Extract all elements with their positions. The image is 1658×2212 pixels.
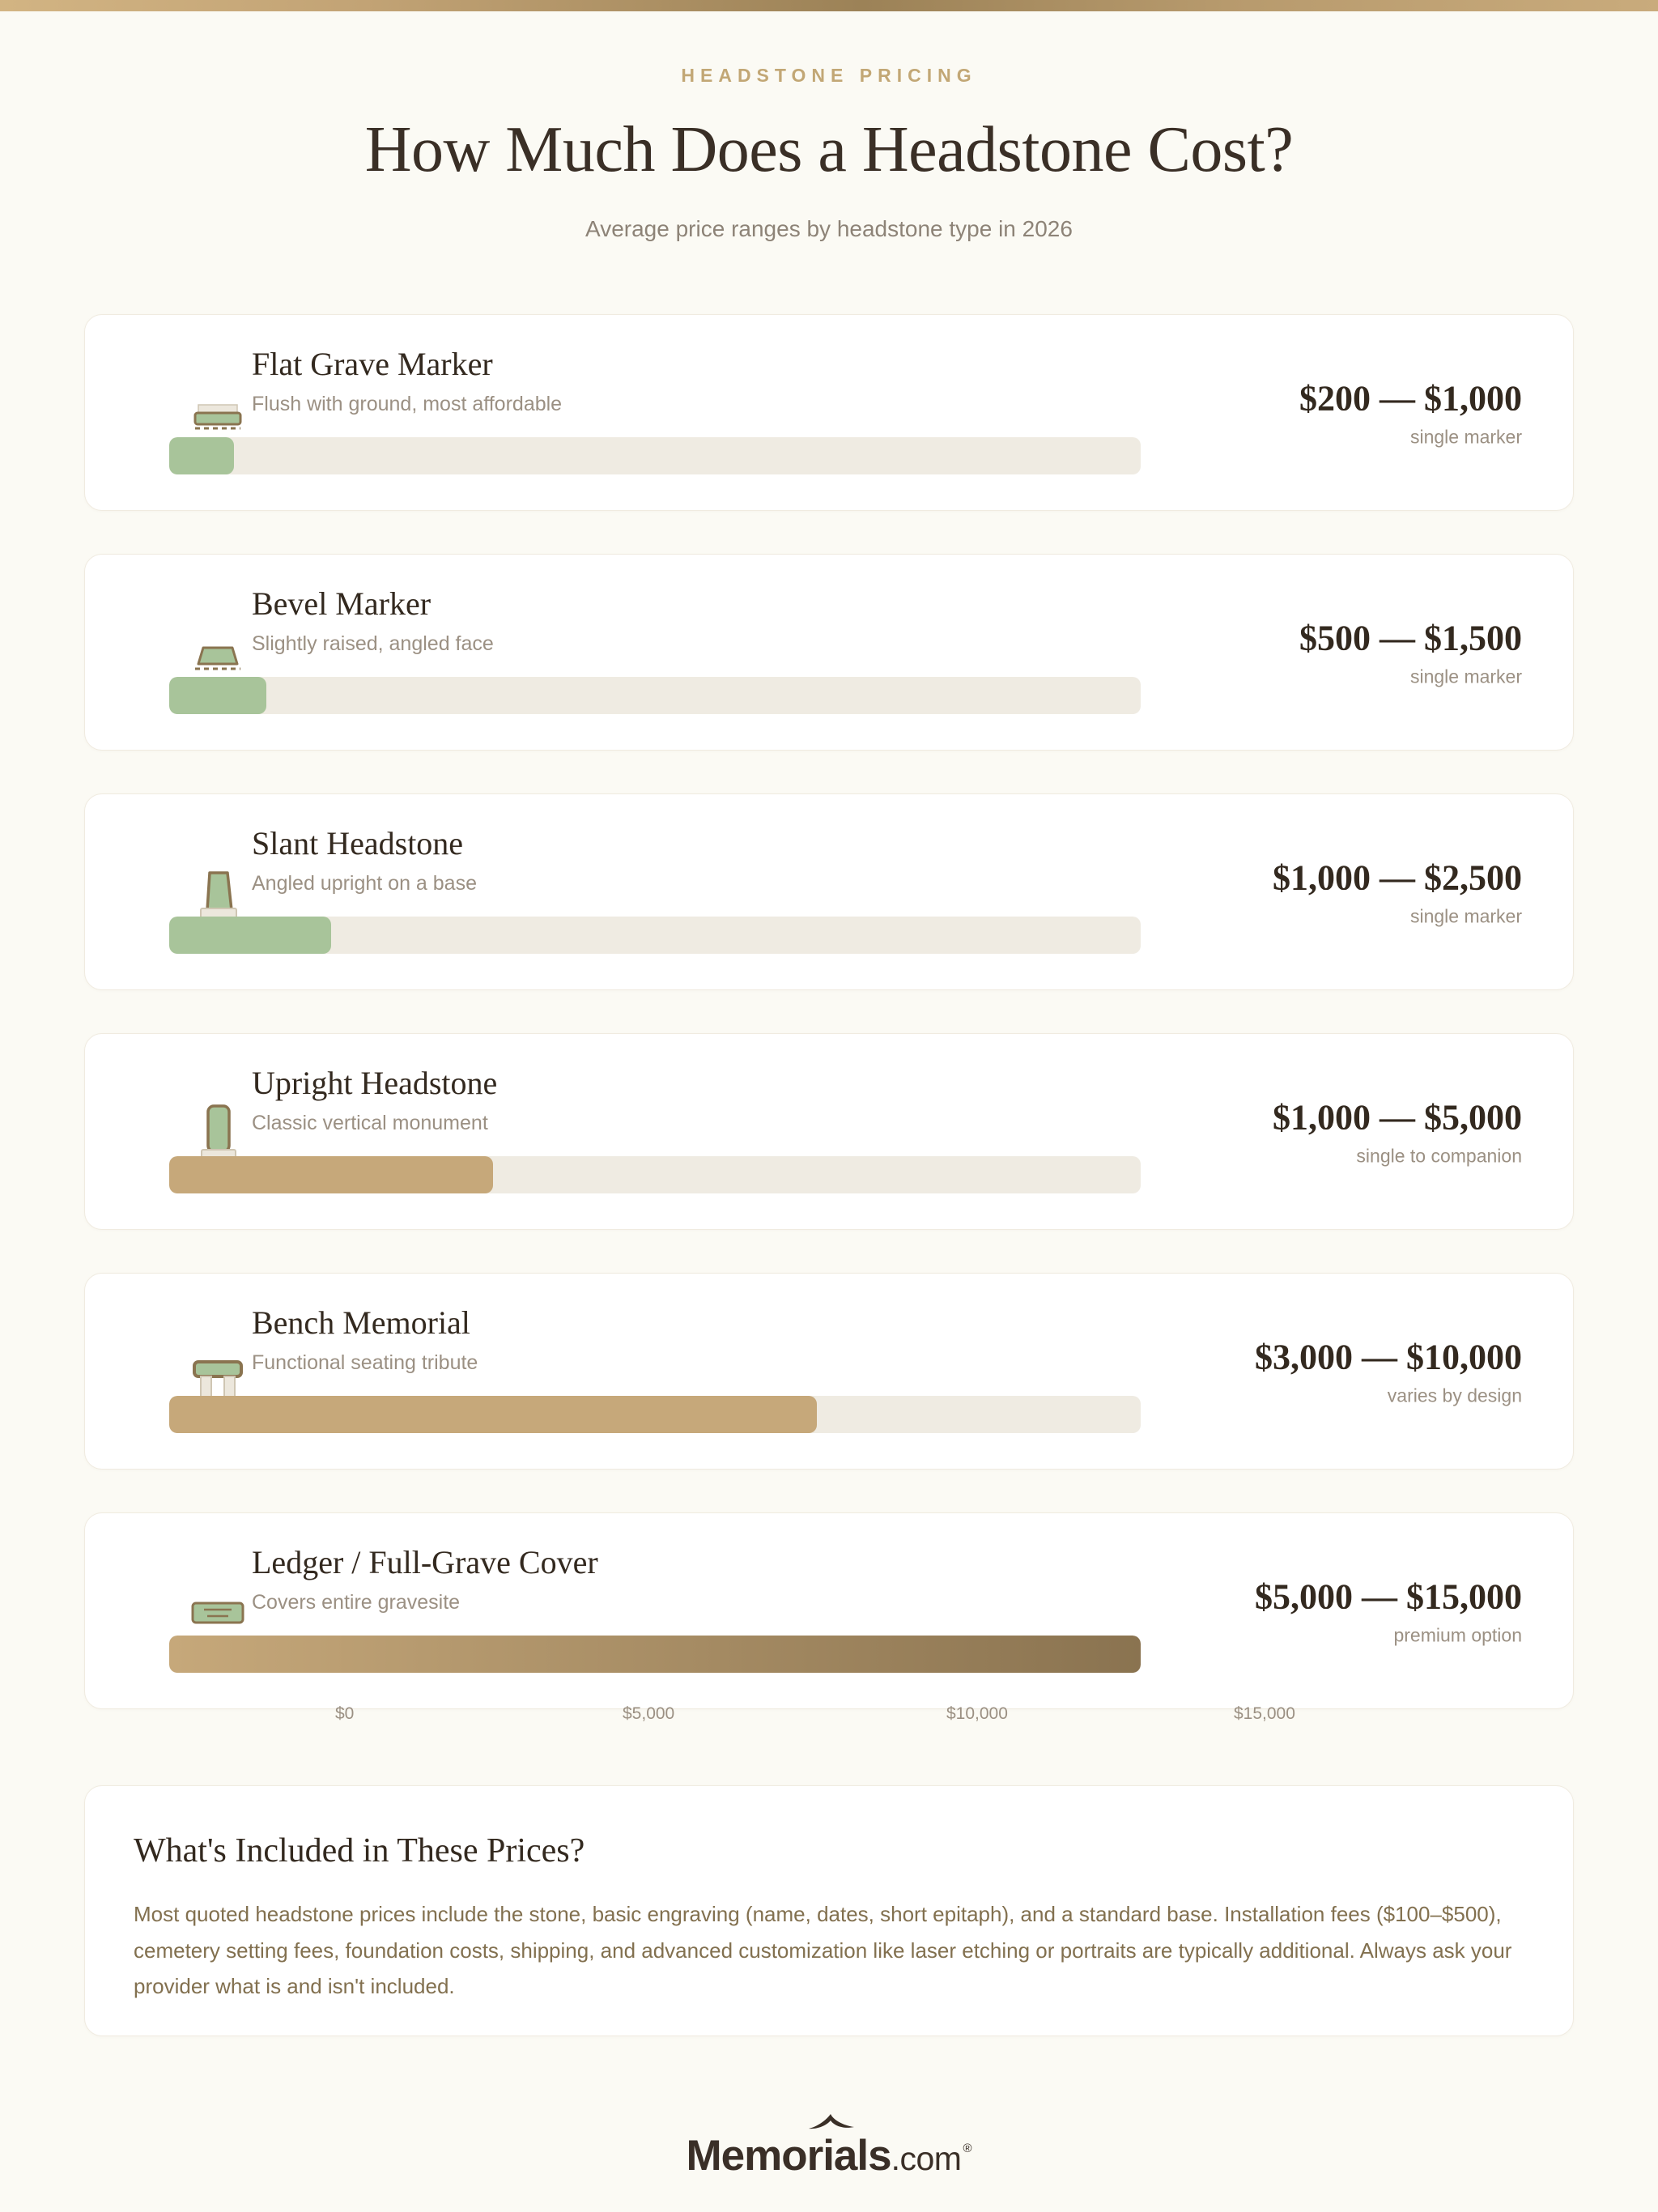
card-title: Flat Grave Marker bbox=[252, 346, 493, 382]
price-bar-fill bbox=[169, 677, 266, 714]
card-price-block bbox=[1117, 1096, 1522, 1167]
card-price-block bbox=[1117, 617, 1522, 687]
price-range: $500 — $1,500 bbox=[1299, 618, 1522, 657]
note-title: What's Included in These Prices? bbox=[134, 1832, 585, 1870]
price-range: $200 — $1,000 bbox=[1299, 378, 1522, 418]
card-price-block bbox=[1117, 377, 1522, 448]
note-paragraph: Most quoted headstone prices include the stone, basic engraving (name, dates, short epitaph), and a standard base. Installation fees ($100–$500), cemetery setting fees, foundation costs, shipping, and advanced customization like laser etching or portraits are typically additional. Always ask your provider what is and isn't included. bbox=[134, 1902, 1512, 1999]
card-description: Angled upright on a base bbox=[252, 872, 477, 895]
price-bar-fill bbox=[169, 1636, 1141, 1673]
pricing-card[interactable] bbox=[84, 554, 1574, 751]
memorials-logo[interactable] bbox=[686, 2131, 971, 2180]
card-description: Functional seating tribute bbox=[252, 1351, 478, 1374]
price-bar-track bbox=[169, 1396, 1141, 1433]
axis-tick-label: $5,000 bbox=[623, 1704, 675, 1723]
price-bar-track bbox=[169, 917, 1141, 954]
price-bar-fill bbox=[169, 437, 234, 474]
top-accent-bar bbox=[0, 0, 1658, 11]
price-note: single marker bbox=[1409, 426, 1522, 447]
card-title: Ledger / Full-Grave Cover bbox=[252, 1544, 598, 1580]
pricing-card[interactable] bbox=[84, 1273, 1574, 1470]
axis-tick-label: $15,000 bbox=[1234, 1704, 1295, 1723]
price-bar-track bbox=[169, 1156, 1141, 1193]
price-note: single marker bbox=[1409, 905, 1522, 926]
price-note: varies by design bbox=[1387, 1385, 1522, 1406]
price-bar-track bbox=[169, 437, 1141, 474]
card-price-block bbox=[1117, 1576, 1522, 1646]
card-title: Bench Memorial bbox=[252, 1304, 470, 1341]
price-bar-track bbox=[169, 677, 1141, 714]
bird-icon bbox=[807, 2113, 856, 2134]
logo-tld: .com bbox=[891, 2140, 962, 2177]
pricing-card-list bbox=[84, 314, 1574, 1752]
pricing-card[interactable] bbox=[84, 1033, 1574, 1230]
page-header bbox=[0, 65, 1658, 242]
price-note: single marker bbox=[1409, 666, 1522, 687]
pricing-card[interactable] bbox=[84, 314, 1574, 511]
card-title: Upright Headstone bbox=[252, 1065, 498, 1101]
pricing-card[interactable] bbox=[84, 1512, 1574, 1709]
registered-mark: ® bbox=[963, 2142, 972, 2155]
page-title: How Much Does a Headstone Cost? bbox=[364, 114, 1294, 185]
card-description: Flush with ground, most affordable bbox=[252, 393, 563, 415]
axis-tick-label: $10,000 bbox=[946, 1704, 1008, 1723]
price-axis bbox=[84, 1704, 1574, 1737]
included-note-box bbox=[84, 1785, 1574, 2036]
card-price-block bbox=[1117, 857, 1522, 927]
page-subtitle: Average price ranges by headstone type in 2026 bbox=[585, 216, 1073, 241]
card-description: Covers entire gravesite bbox=[252, 1591, 461, 1614]
logo-wordmark: Memorials bbox=[686, 2132, 891, 2180]
price-bar-fill bbox=[169, 1156, 493, 1193]
price-range: $1,000 — $5,000 bbox=[1273, 1097, 1522, 1137]
axis-tick-label: $0 bbox=[335, 1704, 355, 1723]
card-price-block bbox=[1117, 1336, 1522, 1406]
card-description: Classic vertical monument bbox=[252, 1112, 488, 1134]
price-range: $5,000 — $15,000 bbox=[1255, 1576, 1522, 1616]
card-title: Bevel Marker bbox=[252, 585, 432, 622]
pricing-card[interactable] bbox=[84, 793, 1574, 990]
price-bar-track bbox=[169, 1636, 1141, 1673]
price-bar-fill bbox=[169, 1396, 817, 1433]
card-description: Slightly raised, angled face bbox=[252, 632, 494, 655]
eyebrow-label: HEADSTONE PRICING bbox=[681, 65, 977, 86]
price-note: single to companion bbox=[1356, 1145, 1522, 1166]
price-range: $1,000 — $2,500 bbox=[1273, 857, 1522, 897]
card-title: Slant Headstone bbox=[252, 825, 464, 861]
price-range: $3,000 — $10,000 bbox=[1255, 1337, 1522, 1376]
footer bbox=[0, 2131, 1658, 2180]
price-bar-fill bbox=[169, 917, 331, 954]
price-note: premium option bbox=[1393, 1624, 1522, 1645]
